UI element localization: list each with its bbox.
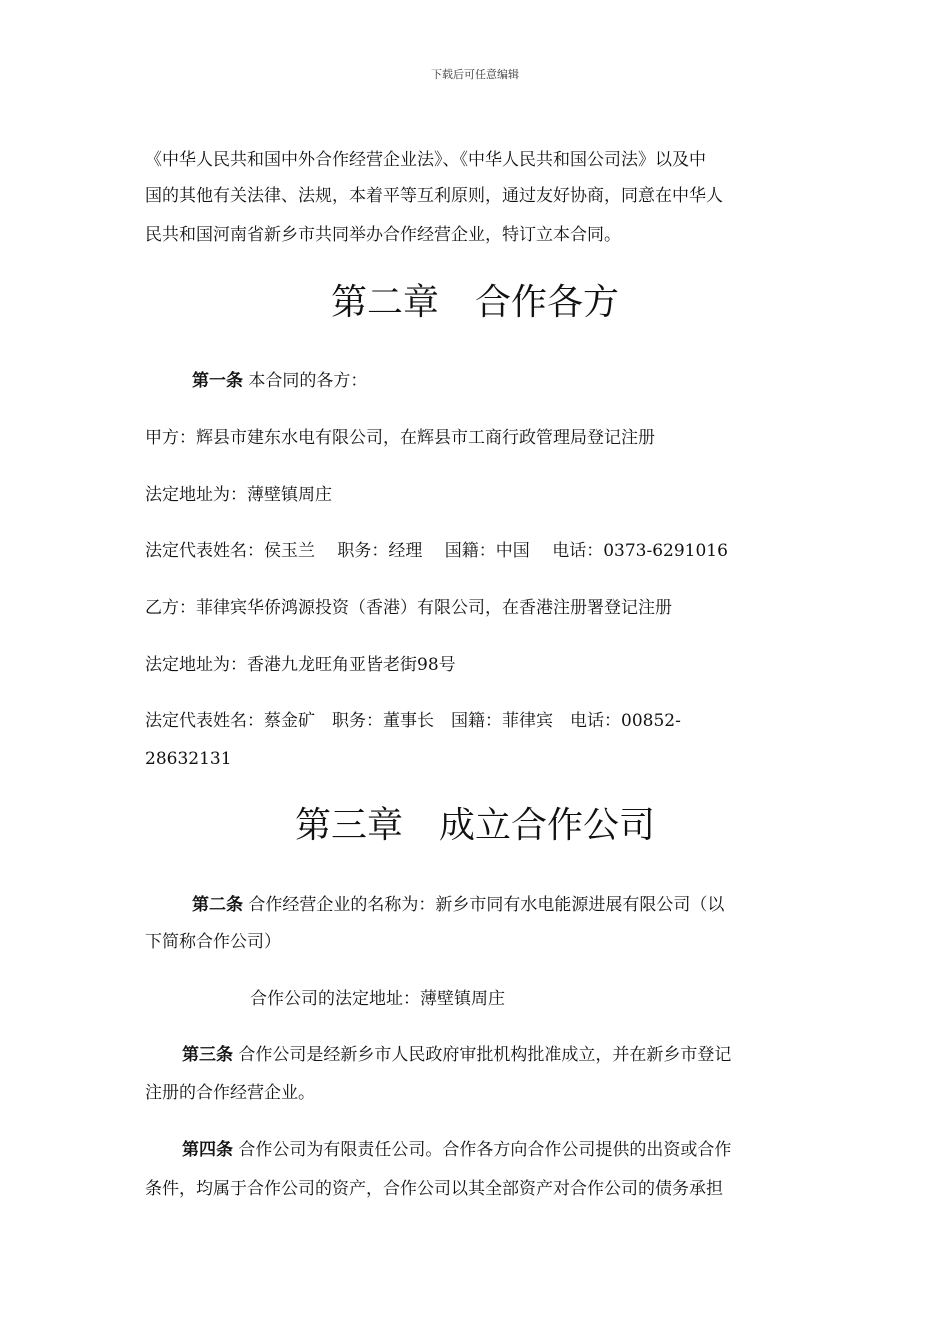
article-2 (192, 894, 724, 916)
page-header: 下载后可任意编辑 (431, 68, 519, 81)
party-a: 甲方：辉县市建东水电有限公司，在辉县市工商行政管理局登记注册 (145, 428, 655, 448)
party-a-representative: 法定代表姓名：侯玉兰 职务：经理 国籍：中国 电话：0373-6291016 (145, 541, 728, 561)
party-b-phone-continued: 28632131 (145, 749, 232, 769)
intro-line-3: 民共和国河南省新乡市共同举办合作经营企业，特订立本合同。 (145, 225, 621, 245)
article-4 (182, 1139, 731, 1161)
intro-line-1: 《中华人民共和国中外合作经营企业法》、《中华人民共和国公司法》以及中 (145, 150, 706, 170)
article-4-label: 第四条 (182, 1140, 233, 1160)
article-2-line-2: 下简称合作公司） (145, 932, 281, 952)
chapter-2-title: 第二章 合作各方 (330, 282, 619, 323)
article-3-line-2: 注册的合作经营企业。 (145, 1083, 315, 1103)
party-b: 乙方：菲律宾华侨鸿源投资（香港）有限公司，在香港注册署登记注册 (145, 598, 672, 618)
article-2-text: 合作经营企业的名称为：新乡市同有水电能源进展有限公司（以 (243, 895, 725, 915)
party-b-address: 法定地址为：香港九龙旺角亚皆老街98号 (145, 655, 456, 675)
article-1-label: 第一条 (192, 371, 243, 391)
article-3 (182, 1044, 731, 1066)
article-1-text: 本合同的各方： (243, 371, 368, 391)
article-1 (192, 370, 367, 392)
article-3-text: 合作公司是经新乡市人民政府审批机构批准成立，并在新乡市登记 (233, 1045, 732, 1065)
article-4-text: 合作公司为有限责任公司。合作各方向合作公司提供的出资或合作 (233, 1140, 732, 1160)
article-4-line-2: 条件，均属于合作公司的资产，合作公司以其全部资产对合作公司的债务承担 (145, 1179, 723, 1199)
party-b-representative: 法定代表姓名：蔡金矿 职务：董事长 国籍：菲律宾 电话：00852- (145, 711, 681, 731)
article-3-label: 第三条 (182, 1045, 233, 1065)
party-a-address: 法定地址为：薄壁镇周庄 (145, 485, 332, 505)
intro-line-2: 国的其他有关法律、法规，本着平等互利原则，通过友好协商，同意在中华人 (145, 186, 723, 206)
chapter-3-title: 第三章 成立合作公司 (294, 805, 655, 846)
company-address: 合作公司的法定地址：薄壁镇周庄 (250, 989, 505, 1009)
article-2-label: 第二条 (192, 895, 243, 915)
